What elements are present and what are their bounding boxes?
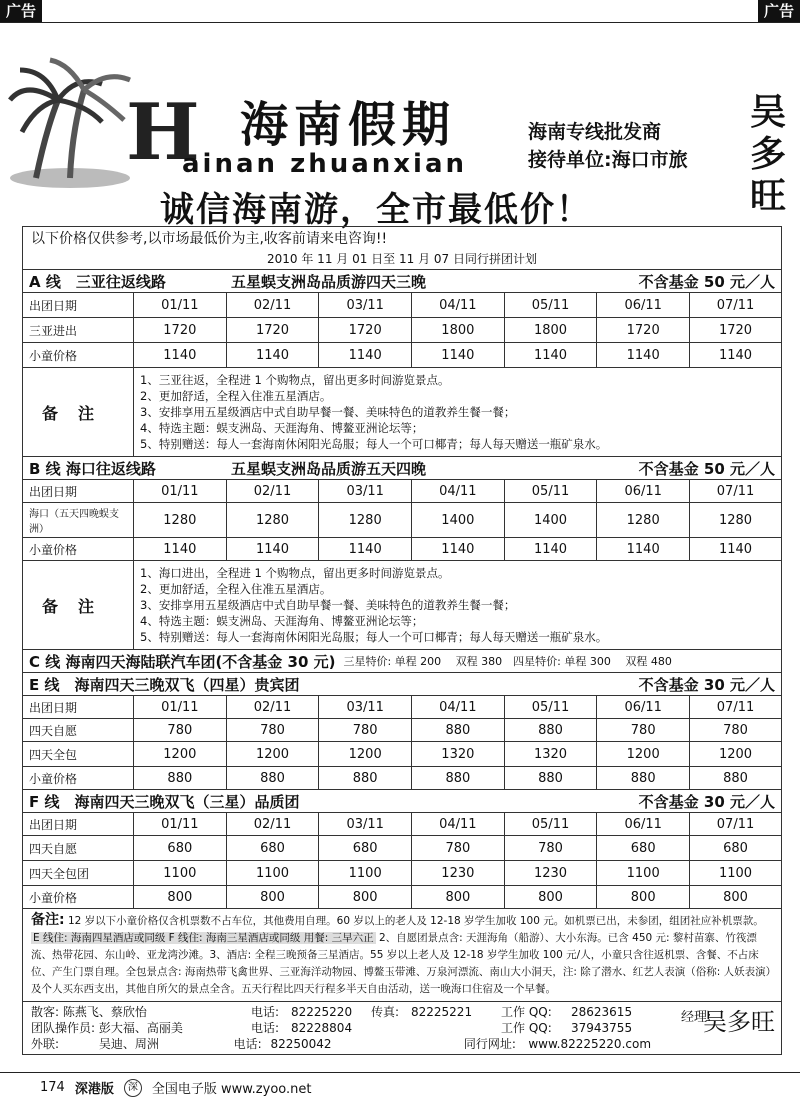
- table-cell: 1140: [319, 343, 412, 368]
- table-row: [23, 836, 781, 861]
- qq-number: 37943755: [571, 1021, 633, 1035]
- footer-divider: [0, 1072, 800, 1073]
- table-row: [23, 696, 781, 719]
- contact-row: [31, 1004, 651, 1020]
- table-cell: 680: [134, 836, 227, 861]
- edition-logo-icon: 深: [124, 1079, 142, 1097]
- table-cell: 880: [690, 767, 781, 790]
- qq-label: 工作 QQ:: [501, 1021, 552, 1035]
- table-cell: 07/11: [690, 813, 781, 836]
- qq-number: 28623615: [571, 1005, 633, 1019]
- table-cell: 1230: [412, 861, 505, 886]
- table-cell: 1140: [226, 343, 319, 368]
- table-cell: 1140: [504, 538, 597, 561]
- fund-note: 不含基金 30 元／人: [638, 675, 775, 694]
- table-cell: 880: [412, 767, 505, 790]
- table-cell: 1280: [690, 503, 781, 538]
- table-cell: 680: [319, 836, 412, 861]
- table-cell: 1720: [319, 318, 412, 343]
- table-row: [23, 813, 781, 836]
- row-label: 出团日期: [23, 293, 134, 318]
- table-cell: 880: [134, 767, 227, 790]
- palm-tree-logo-icon: [6, 50, 134, 192]
- table-cell: 06/11: [597, 696, 690, 719]
- contact-row: [31, 1036, 651, 1052]
- slogan: 诚信海南游，全市最低价！: [160, 190, 592, 230]
- line-description: 五星蜈支洲岛品质游四天三晚: [231, 272, 427, 291]
- top-divider: [0, 22, 800, 23]
- line-code: F 线 海南四天三晚双飞（三星）品质团: [29, 792, 300, 811]
- line-f-header: [23, 789, 781, 812]
- table-cell: 1140: [226, 538, 319, 561]
- remark-item: 3、安排享用五星级酒店中式自助早餐一餐、美味特色的道教养生餐一餐；: [140, 405, 516, 419]
- table-row: [23, 318, 781, 343]
- table-cell: 800: [597, 886, 690, 909]
- line-c-prices: 三星特价: 单程 200 双程 380 四星特价: 单程 300 双程 480: [343, 655, 672, 668]
- line-a-table: [23, 292, 781, 367]
- table-cell: 03/11: [319, 813, 412, 836]
- table-cell: 03/11: [319, 480, 412, 503]
- table-cell: 01/11: [134, 813, 227, 836]
- row-label: 小童价格: [23, 886, 134, 909]
- table-row: [23, 861, 781, 886]
- remark-item: 5、特别赠送：每人一套海南休闲阳光岛服；每人一个可口椰青；每人每天赠送一瓶矿泉水。: [140, 630, 608, 644]
- edition-label: 深港版: [74, 1082, 114, 1097]
- general-notes: [23, 908, 781, 1001]
- fund-note: 不含基金 50 元／人: [638, 272, 775, 291]
- table-cell: 780: [134, 719, 227, 742]
- notes-text: 2、自愿团景点含: 天涯海角（船游）、大小东海。已含 450 元: 黎村苗寨、竹筏漂流、热带花园、东山岭、亚龙湾沙滩。3、酒店: 全程三晚预备三星酒店。55 岁以上老人及 12-18 岁学生加收 100 元/人，小童只含往返机票、含餐、不占床位、产生门票自理。全包景点含: 海南热带飞禽世界、三亚海洋动物园、博鳌玉带滩、万泉河漂流、南山大小洞天，注: 除了潜水、红艺人表演（俗称: 人妖表演）及个人买东西支出，其他自所欠的景点全含。五天行程比四天行程多半天自由活动，送一晚海口住宿及一个早餐。: [31, 932, 771, 995]
- line-code: A 线 三亚往返线路: [29, 272, 166, 291]
- table-cell: 03/11: [319, 696, 412, 719]
- table-cell: 1140: [597, 343, 690, 368]
- line-b-remarks: [23, 560, 781, 649]
- table-cell: 1100: [690, 861, 781, 886]
- tel-label: 电话:: [251, 1021, 280, 1035]
- schedule-title: 2010 年 11 月 01 日至 11 月 07 日同行拼团计划: [267, 252, 537, 266]
- table-cell: 1140: [690, 343, 781, 368]
- table-cell: 02/11: [226, 480, 319, 503]
- row-label: 四天自愿: [23, 719, 134, 742]
- table-cell: 1720: [226, 318, 319, 343]
- remark-item: 2、更加舒适，全程入住准五星酒店。: [140, 389, 332, 403]
- table-cell: 880: [504, 719, 597, 742]
- table-cell: 680: [690, 836, 781, 861]
- table-cell: 1280: [226, 503, 319, 538]
- brand-pinyin: ainan zhuanxian: [182, 149, 468, 179]
- tel-number: 82225220: [291, 1005, 353, 1019]
- table-cell: 1140: [412, 343, 505, 368]
- line-e-table: [23, 695, 781, 789]
- table-cell: 1140: [597, 538, 690, 561]
- table-cell: 02/11: [226, 696, 319, 719]
- row-label: 四天全包团: [23, 861, 134, 886]
- table-cell: 780: [319, 719, 412, 742]
- qq-label: 工作 QQ:: [501, 1005, 552, 1019]
- line-c-title: C 线 海南四天海陆联汽车团(不含基金 30 元): [29, 652, 336, 671]
- remark-item: 2、更加舒适，全程入住准五星酒店。: [140, 582, 332, 596]
- table-cell: 800: [134, 886, 227, 909]
- row-label: 小童价格: [23, 343, 134, 368]
- table-cell: 07/11: [690, 293, 781, 318]
- table-row: [23, 719, 781, 742]
- tel-number: 82228804: [291, 1021, 353, 1035]
- row-label: 出团日期: [23, 480, 134, 503]
- row-label: 小童价格: [23, 767, 134, 790]
- table-row: [23, 503, 781, 538]
- table-cell: 800: [412, 886, 505, 909]
- table-cell: 04/11: [412, 480, 505, 503]
- table-row: [23, 886, 781, 909]
- table-cell: 1140: [690, 538, 781, 561]
- table-cell: 1100: [597, 861, 690, 886]
- table-row: [23, 767, 781, 790]
- table-cell: 04/11: [412, 813, 505, 836]
- table-cell: 800: [504, 886, 597, 909]
- wholesaler-tagline: 海南专线批发商: [528, 121, 662, 143]
- table-cell: 880: [319, 767, 412, 790]
- remarks-label: 备注: [23, 561, 134, 649]
- table-cell: 1720: [134, 318, 227, 343]
- table-cell: 1200: [134, 742, 227, 767]
- line-code: B 线 海口往返线路: [29, 459, 156, 478]
- footer-site[interactable]: 全国电子版 www.zyoo.net: [151, 1082, 312, 1097]
- table-cell: 1140: [504, 343, 597, 368]
- fund-note: 不含基金 50 元／人: [638, 459, 775, 478]
- line-description: 五星蜈支洲岛品质游五天四晚: [231, 459, 427, 478]
- row-label: 四天自愿: [23, 836, 134, 861]
- table-row: [23, 293, 781, 318]
- table-cell: 01/11: [134, 480, 227, 503]
- row-label: 海口（五天四晚蜈支洲）: [23, 503, 134, 538]
- table-cell: 1200: [690, 742, 781, 767]
- table-cell: 1800: [412, 318, 505, 343]
- manager-label: 经理:: [681, 1010, 712, 1025]
- tel-number: 82250042: [270, 1037, 332, 1051]
- table-row: [23, 538, 781, 561]
- table-cell: 780: [504, 836, 597, 861]
- table-cell: 01/11: [134, 696, 227, 719]
- remark-item: 4、特选主题：蜈支洲岛、天涯海角、博鳌亚洲论坛等；: [140, 421, 424, 435]
- remark-item: 5、特别赠送：每人一套海南休闲阳光岛服；每人一个可口椰青；每人每天赠送一瓶矿泉水。: [140, 437, 608, 451]
- ad-label-left: 广告: [0, 0, 42, 22]
- table-cell: 1320: [412, 742, 505, 767]
- table-cell: 800: [319, 886, 412, 909]
- remarks-label: 备注: [23, 368, 134, 456]
- table-cell: 05/11: [504, 813, 597, 836]
- row-label: 小童价格: [23, 538, 134, 561]
- table-cell: 880: [504, 767, 597, 790]
- header: [0, 28, 800, 230]
- table-cell: 05/11: [504, 480, 597, 503]
- remark-item: 3、安排享用五星级酒店中式自助早餐一餐、美味特色的道教养生餐一餐；: [140, 598, 516, 612]
- contact-label: 外联: 吴迪、周洲: [31, 1037, 159, 1051]
- table-cell: 05/11: [504, 696, 597, 719]
- table-row: [23, 742, 781, 767]
- footer: [40, 1078, 311, 1097]
- page-number: 174: [40, 1080, 65, 1095]
- table-cell: 07/11: [690, 696, 781, 719]
- table-cell: 1720: [597, 318, 690, 343]
- row-label: 四天全包: [23, 742, 134, 767]
- website-link[interactable]: www.82225220.com: [528, 1037, 652, 1051]
- reception-unit: 接待单位:海口市旅: [528, 149, 688, 171]
- line-c-header: [23, 649, 781, 672]
- hotel-meal-highlight: E 线住: 海南四星酒店或同级 F 线住: 海南三星酒店或同级 用餐: 三早六正: [33, 932, 374, 944]
- row-label: 出团日期: [23, 696, 134, 719]
- table-cell: 1200: [226, 742, 319, 767]
- table-cell: 1100: [319, 861, 412, 886]
- table-cell: 03/11: [319, 293, 412, 318]
- table-cell: 06/11: [597, 293, 690, 318]
- contacts: [23, 1001, 781, 1054]
- fax-label: 传真:: [371, 1005, 400, 1019]
- table-cell: 1140: [319, 538, 412, 561]
- table-cell: 780: [690, 719, 781, 742]
- table-cell: 1720: [690, 318, 781, 343]
- table-cell: 780: [226, 719, 319, 742]
- contact-label: 散客: 陈燕飞、蔡欣怡: [31, 1005, 147, 1019]
- table-cell: 1200: [597, 742, 690, 767]
- line-a-header: [23, 269, 781, 292]
- remark-item: 1、海口进出，全程进 1 个购物点，留出更多时间游览景点。: [140, 566, 450, 580]
- table-cell: 880: [597, 767, 690, 790]
- brand-title: 海南假期: [240, 97, 457, 153]
- line-b-table: [23, 479, 781, 560]
- manager-name: 吴多旺: [703, 1008, 775, 1036]
- table-cell: 1400: [504, 503, 597, 538]
- row-label: 出团日期: [23, 813, 134, 836]
- table-cell: 05/11: [504, 293, 597, 318]
- table-cell: 1800: [504, 318, 597, 343]
- row-label: 三亚进出: [23, 318, 134, 343]
- table-cell: 1200: [319, 742, 412, 767]
- table-cell: 1400: [412, 503, 505, 538]
- manager-signature: 吴多旺: [749, 92, 786, 217]
- table-cell: 02/11: [226, 813, 319, 836]
- tel-label: 电话:: [233, 1037, 262, 1051]
- line-e-header: [23, 672, 781, 695]
- fax-number: 82225221: [411, 1005, 473, 1019]
- notes-label: 备注:: [31, 912, 65, 928]
- table-cell: 1100: [226, 861, 319, 886]
- line-b-header: [23, 456, 781, 479]
- table-cell: 1140: [134, 343, 227, 368]
- table-cell: 04/11: [412, 293, 505, 318]
- table-row: [23, 480, 781, 503]
- table-cell: 1320: [504, 742, 597, 767]
- table-cell: 07/11: [690, 480, 781, 503]
- web-label: 同行网址:: [463, 1037, 516, 1051]
- table-cell: 02/11: [226, 293, 319, 318]
- price-sheet: [22, 226, 782, 1055]
- line-code: E 线 海南四天三晚双飞（四星）贵宾团: [29, 675, 300, 694]
- table-cell: 06/11: [597, 813, 690, 836]
- table-cell: 04/11: [412, 696, 505, 719]
- notes-text: 12 岁以下小童价格仅含机票数不占车位，其他费用自理。60 岁以上的老人及 12-18 岁学生加收 100 元。如机票已出，未参团，组团社应补机票款。: [67, 915, 764, 927]
- table-cell: 880: [412, 719, 505, 742]
- table-cell: 1280: [134, 503, 227, 538]
- table-cell: 06/11: [597, 480, 690, 503]
- price-disclaimer: 以下价格仅供参考,以市场最低价为主,收客前请来电咨询!!: [31, 231, 388, 247]
- tel-label: 电话:: [251, 1005, 280, 1019]
- logo-letter: H: [126, 87, 200, 178]
- remark-item: 4、特选主题：蜈支洲岛、天涯海角、博鳌亚洲论坛等；: [140, 614, 424, 628]
- fund-note: 不含基金 30 元／人: [638, 792, 775, 811]
- table-cell: 880: [226, 767, 319, 790]
- contact-row: [31, 1020, 651, 1036]
- table-cell: 680: [597, 836, 690, 861]
- table-cell: 780: [597, 719, 690, 742]
- remark-item: 1、三亚往返，全程进 1 个购物点，留出更多时间游览景点。: [140, 373, 450, 387]
- line-f-table: [23, 812, 781, 908]
- table-cell: 1100: [134, 861, 227, 886]
- table-cell: 1140: [412, 538, 505, 561]
- table-cell: 1140: [134, 538, 227, 561]
- table-cell: 1230: [504, 861, 597, 886]
- ad-label-right: 广告: [758, 0, 800, 22]
- table-cell: 800: [226, 886, 319, 909]
- line-a-remarks: [23, 367, 781, 456]
- table-cell: 01/11: [134, 293, 227, 318]
- table-cell: 1280: [597, 503, 690, 538]
- table-cell: 1280: [319, 503, 412, 538]
- table-cell: 680: [226, 836, 319, 861]
- table-cell: 780: [412, 836, 505, 861]
- table-cell: 800: [690, 886, 781, 909]
- contact-label: 团队操作员: 彭大福、高丽美: [31, 1021, 183, 1035]
- table-row: [23, 343, 781, 368]
